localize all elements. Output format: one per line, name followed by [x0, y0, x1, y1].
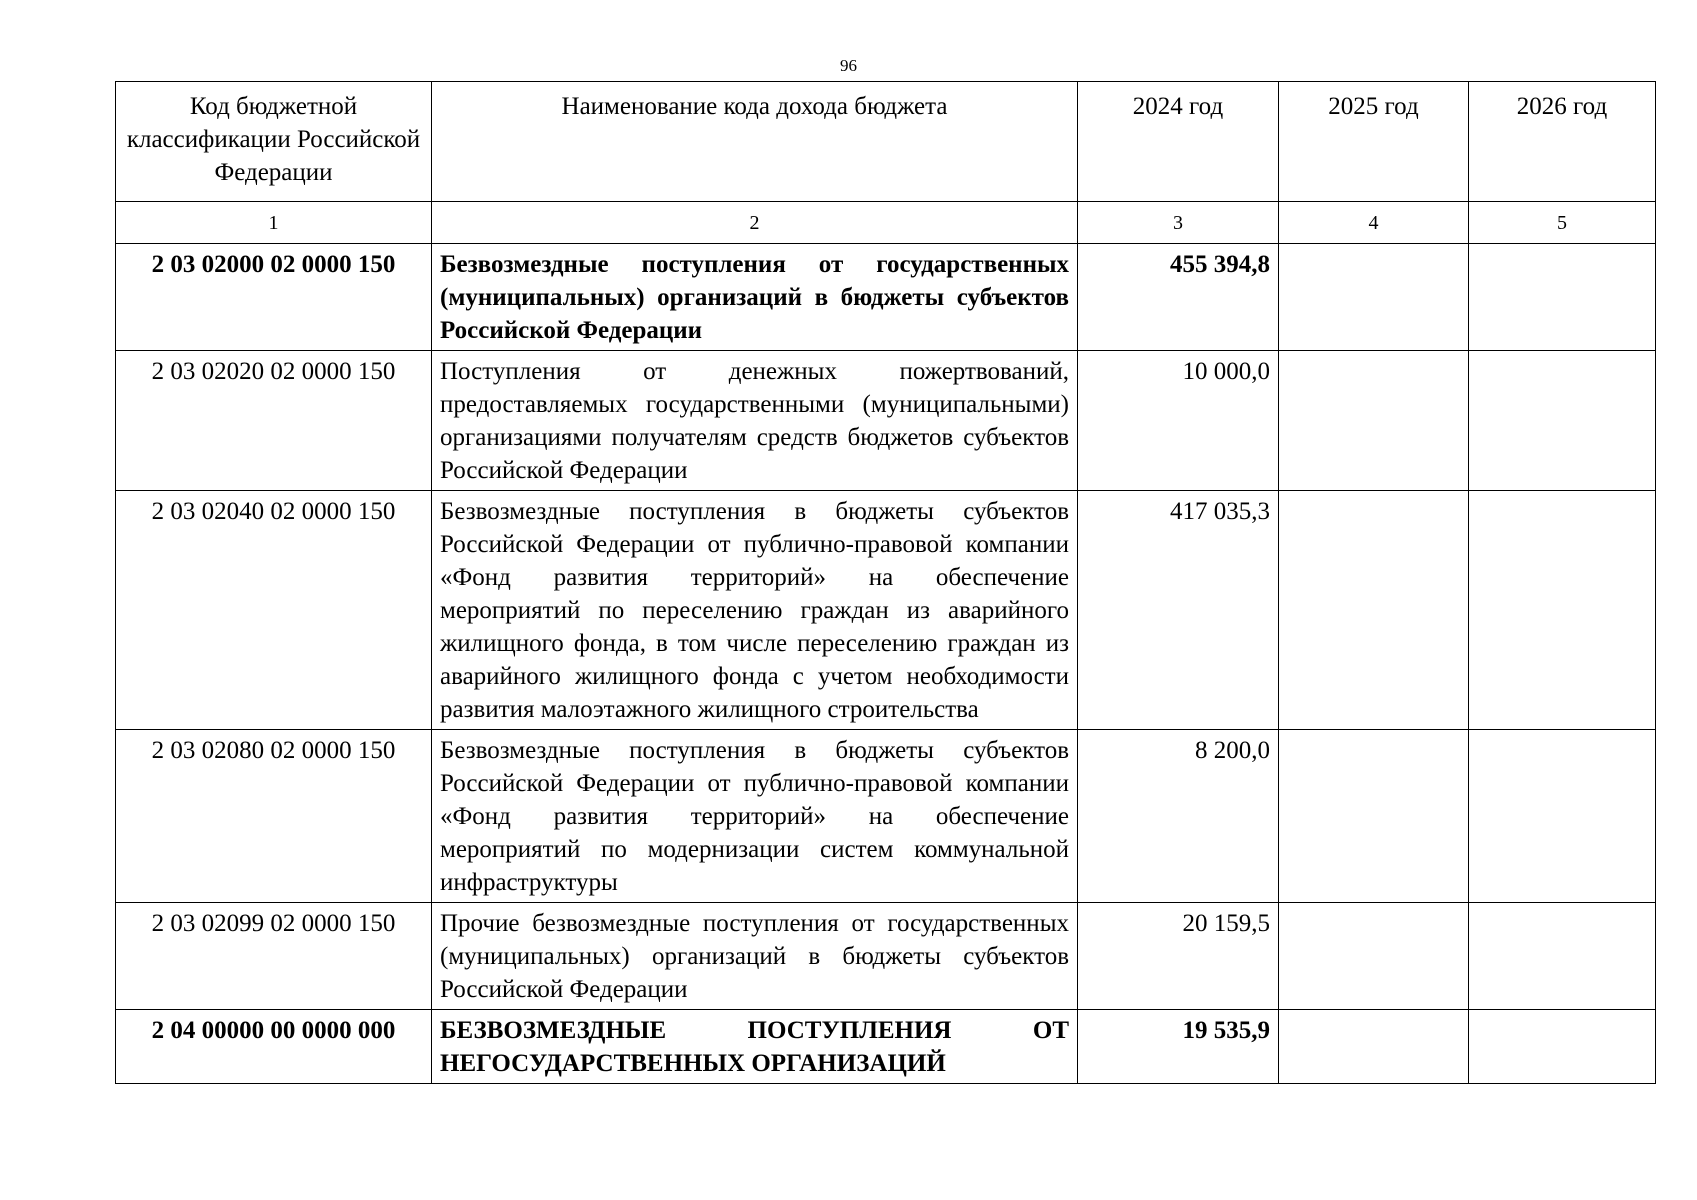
- header-2024: 2024 год: [1078, 82, 1279, 202]
- amount-2025-cell: [1279, 1010, 1469, 1084]
- budget-code-cell: 2 03 02080 02 0000 150: [116, 730, 432, 903]
- budget-code-cell: 2 04 00000 00 0000 000: [116, 1010, 432, 1084]
- budget-code-cell: 2 03 02020 02 0000 150: [116, 351, 432, 491]
- amount-2026-cell: [1469, 903, 1656, 1010]
- header-code: Код бюджетной классификации Российской Федерации: [116, 82, 432, 202]
- column-number: 4: [1279, 202, 1469, 244]
- amount-2024-cell: 8 200,0: [1078, 730, 1279, 903]
- amount-2025-cell: [1279, 351, 1469, 491]
- amount-2026-cell: [1469, 491, 1656, 730]
- amount-2026-cell: [1469, 351, 1656, 491]
- amount-2025-cell: [1279, 730, 1469, 903]
- column-number-row: [116, 202, 1656, 244]
- header-2025: 2025 год: [1279, 82, 1469, 202]
- amount-2026-cell: [1469, 244, 1656, 351]
- table-row: [116, 351, 1656, 491]
- column-number: 5: [1469, 202, 1656, 244]
- amount-2026-cell: [1469, 1010, 1656, 1084]
- table-row: [116, 730, 1656, 903]
- income-name-cell: Безвозмездные поступления в бюджеты субъектов Российской Федерации от публично-правовой компании «Фонд развития территорий» на обеспечение мероприятий по модернизации систем коммунальной инфраструктуры: [432, 730, 1078, 903]
- amount-2024-cell: 10 000,0: [1078, 351, 1279, 491]
- table-row: [116, 491, 1656, 730]
- amount-2024-cell: 417 035,3: [1078, 491, 1279, 730]
- income-name-cell: БЕЗВОЗМЕЗДНЫЕ ПОСТУПЛЕНИЯ ОТ НЕГОСУДАРСТВЕННЫХ ОРГАНИЗАЦИЙ: [432, 1010, 1078, 1084]
- amount-2024-cell: 20 159,5: [1078, 903, 1279, 1010]
- table-row: [116, 1010, 1656, 1084]
- header-name: Наименование кода дохода бюджета: [432, 82, 1078, 202]
- amount-2025-cell: [1279, 491, 1469, 730]
- budget-income-table: [115, 81, 1656, 1084]
- budget-code-cell: 2 03 02099 02 0000 150: [116, 903, 432, 1010]
- income-name-cell: Поступления от денежных пожертвований, предоставляемых государственными (муниципальными) организациями получателям средств бюджетов субъектов Российской Федерации: [432, 351, 1078, 491]
- column-number: 3: [1078, 202, 1279, 244]
- amount-2026-cell: [1469, 730, 1656, 903]
- table-header-row: [116, 82, 1656, 202]
- header-2026: 2026 год: [1469, 82, 1656, 202]
- income-name-cell: Безвозмездные поступления от государственных (муниципальных) организаций в бюджеты субъектов Российской Федерации: [432, 244, 1078, 351]
- amount-2025-cell: [1279, 903, 1469, 1010]
- income-name-cell: Безвозмездные поступления в бюджеты субъектов Российской Федерации от публично-правовой компании «Фонд развития территорий» на обеспечение мероприятий по переселению граждан из аварийного жилищного фонда, в том числе переселению граждан из аварийного жилищного фонда с учетом необходимости развития малоэтажного жилищного строительства: [432, 491, 1078, 730]
- amount-2025-cell: [1279, 244, 1469, 351]
- table-row: [116, 244, 1656, 351]
- column-number: 1: [116, 202, 432, 244]
- budget-code-cell: 2 03 02000 02 0000 150: [116, 244, 432, 351]
- amount-2024-cell: 19 535,9: [1078, 1010, 1279, 1084]
- budget-code-cell: 2 03 02040 02 0000 150: [116, 491, 432, 730]
- page-number: 96: [840, 56, 857, 75]
- column-number: 2: [432, 202, 1078, 244]
- table-row: [116, 903, 1656, 1010]
- income-name-cell: Прочие безвозмездные поступления от государственных (муниципальных) организаций в бюджеты субъектов Российской Федерации: [432, 903, 1078, 1010]
- amount-2024-cell: 455 394,8: [1078, 244, 1279, 351]
